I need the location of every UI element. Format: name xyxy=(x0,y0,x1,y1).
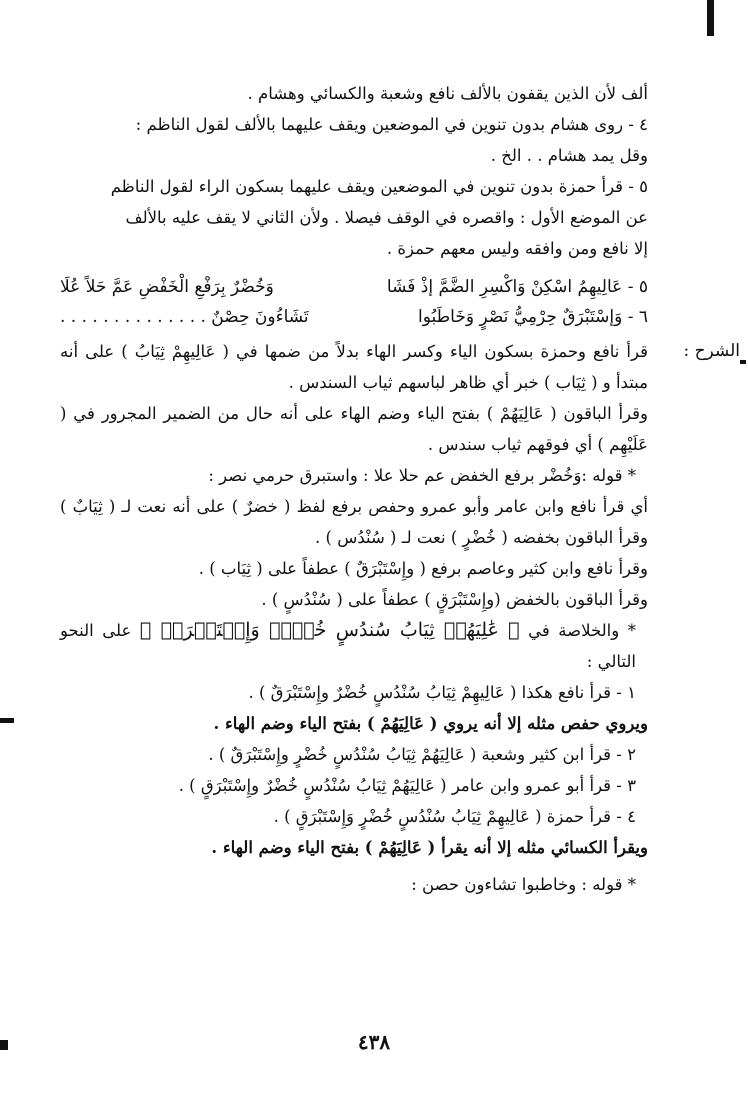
reading-item: ويروي حفص مثله إلا أنه يروي ( عَالِيَهُمْ ) بفتح الياء وضم الهاء . xyxy=(213,714,648,733)
body-paragraph: وقرأ الباقون بالخفض (وإِسْتَبْرَقٍ ) عطفاً على ( سُنْدُسٍ ) . xyxy=(261,590,648,609)
scan-mark-top xyxy=(707,0,714,36)
scan-mark-left-1 xyxy=(0,718,14,723)
text-line: ٤ - روى هشام بدون تنوين في الموضعين ويقف عليهما بالألف لقول الناظم : xyxy=(135,115,648,134)
commentary-paragraph: قرأ نافع وحمزة بسكون الياء وكسر الهاء بدلاً من ضمها في ( عَالِيهِمْ ثِيَابُ ) على أنه مبتدأ و ( ثِيَاب ) خبر أي ظاهر لباسهم ثياب السندس . xyxy=(60,342,648,392)
poem-verses xyxy=(60,272,648,332)
quran-verse: ﴿ عَٰلِيَهُمۡ ثِيَابُ سُندُسٍ خُضۡرٞ وَإِسۡتَبۡرَقٞ ﴾ xyxy=(139,619,520,641)
summary-suffix: على النحو التالي : xyxy=(60,621,636,671)
commentary-section xyxy=(60,336,740,460)
quote-line: * قوله : وخاطبوا تشاءون حصن : xyxy=(411,875,636,894)
page-number: ٤٣٨ xyxy=(357,1030,391,1054)
page-body xyxy=(60,78,740,900)
summary-prefix: * والخلاصة في xyxy=(528,621,637,640)
body-paragraph: وقرأ نافع وابن كثير وعاصم برفع ( وإِسْتَبْرَقٌ ) عطفاً على ( ثِيَاب ) . xyxy=(198,559,648,578)
scan-mark-right xyxy=(740,360,746,364)
text-line: عن الموضع الأول : واقصره في الوقف فيصلا . ولأن الثاني لا يقف عليه بالألف xyxy=(125,208,648,227)
reading-item: ٢ - قرأ ابن كثير وشعبة ( عَالِيَهُمْ ثِيَابُ سُنْدُسٍ خُضْرٍ وإِسْتَبْرَقٌ ) . xyxy=(208,745,636,764)
commentary-paragraph: وقرأ الباقون ( عَالِيَهُمْ ) بفتح الياء وضم الهاء على أنه حال من الضمير المجرور في ( عَلَيْهِم ) أي فوقهم ثياب سندس . xyxy=(60,404,648,454)
quote-line: * قوله :وَخُضْر برفع الخفض عم حلا علا : واستبرق حرمي نصر : xyxy=(208,466,636,485)
text-line: ٥ - قرأ حمزة بدون تنوين في الموضعين ويقف عليهما بسكون الراء لقول الناظم xyxy=(110,177,648,196)
body-paragraph: أي قرأ نافع وابن عامر وأبو عمرو وحفص برفع لفظ ( خضرٌ ) على أنه نعت لـ ( ثِيَابٌ ) وقرأ الباقون بخفضه ( خُضْرٍ ) نعت لـ ( سُنْدُس ) . xyxy=(60,497,648,547)
reading-item: ويقرأ الكسائي مثله إلا أنه يقرأ ( عَالِيَهُمْ ) بفتح الياء وضم الهاء . xyxy=(211,838,648,857)
text-line: وقل يمد هشام . . الخ . xyxy=(490,146,648,165)
commentary-label: الشرح : xyxy=(683,341,740,361)
text-line: إلا نافع ومن وافقه وليس معهم حمزة . xyxy=(386,239,648,258)
reading-item: ١ - قرأ نافع هكذا ( عَالِيهِمْ ثِيَابُ سُنْدُسٍ خُضْرٌ وإِسْتَبْرَقٌ ) . xyxy=(248,683,636,702)
verse-hemistich-right: ٦ - وَإسْتَبْرَقٌ حِرْمِيُّ نَصْرٍ وَخَاطَبُوا xyxy=(418,307,648,327)
reading-item: ٤ - قرأ حمزة ( عَالِيهِمْ ثِيَابُ سُنْدُسٍ خُضْرٍ وَإِسْتَبْرَقٍ ) . xyxy=(273,807,636,826)
verse-hemistich-left: وَخُضْرٌ بِرَفْعِ الْخَفْضِ عَمَّ حَلاً عُلَا xyxy=(60,277,274,297)
verse-hemistich-left: تَشَاءُونَ حِصْنٌ . . . . . . . . . . . . . . xyxy=(60,307,309,327)
verse-line xyxy=(60,272,648,302)
text-line: ألف لأن الذين يقفون بالألف نافع وشعبة والكسائي وهشام . xyxy=(247,84,648,103)
verse-hemistich-right: ٥ - عَالِيهِمُ اسْكِنْ وَاكْسِرِ الضَّمَّ إذْ فَشَا xyxy=(386,277,648,297)
verse-line xyxy=(60,302,648,332)
summary-paragraph xyxy=(60,615,648,677)
reading-item: ٣ - قرأ أبو عمرو وابن عامر ( عَالِيَهُمْ ثِيَابُ سُنْدُسٍ خُضْرٌ وإِسْتَبْرَقٍ ) . xyxy=(178,776,636,795)
